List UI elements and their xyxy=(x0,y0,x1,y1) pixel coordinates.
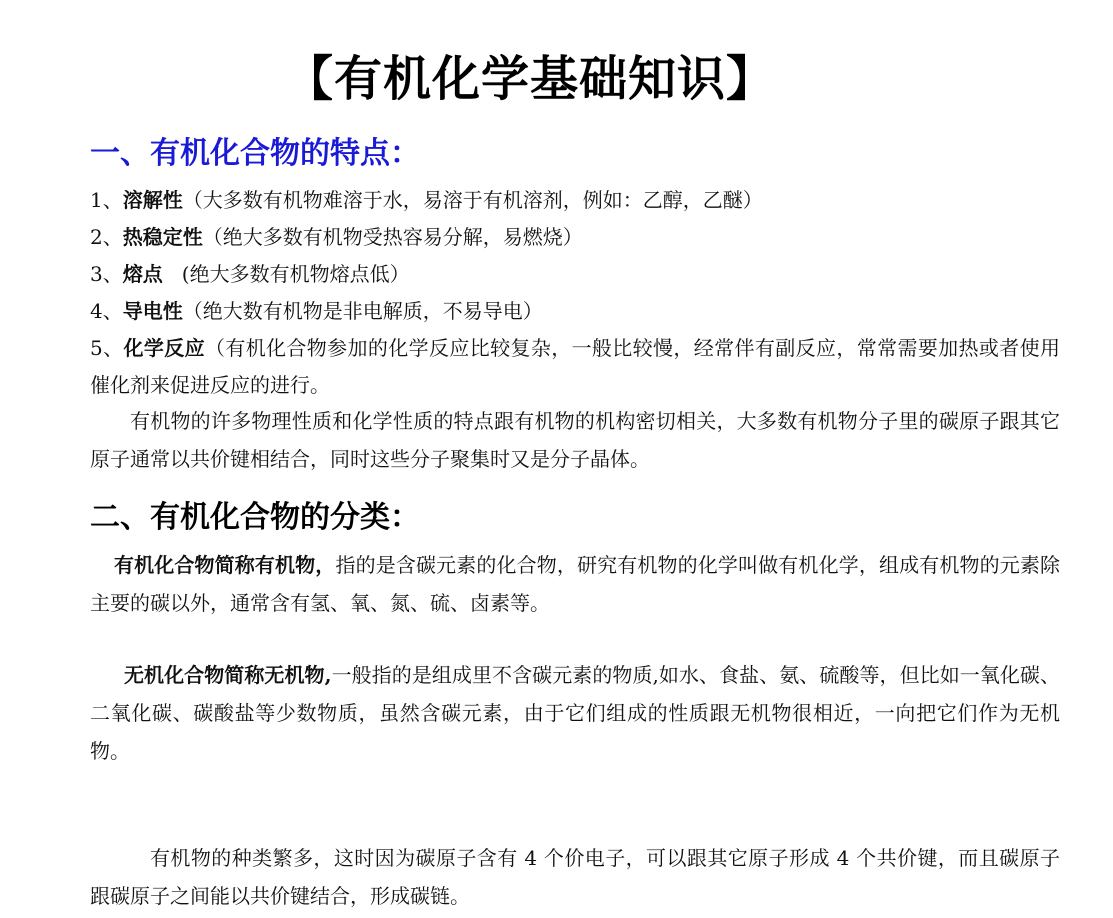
inorganic-term: 无机化合物简称无机物, xyxy=(124,663,332,687)
item-desc: （绝大数有机物是非电解质，不易导电） xyxy=(182,299,543,323)
item-term: 热稳定性 xyxy=(122,225,203,249)
item-number: 1、 xyxy=(90,188,123,212)
section2-heading: 二、有机化合物的分类： xyxy=(90,500,420,535)
document-title: 【有机化学基础知识】 xyxy=(284,51,775,107)
organic-text: 指的是含碳元素的化合物，研究有机物的化学叫做有机化学，组成有机物的元素除主要的碳以外，通常含有氢、氧、氮、硫、卤素等。 xyxy=(90,553,1061,615)
section1-heading: 一、有机化合物的特点： xyxy=(90,136,420,171)
inorganic-text: 一般指的是组成里不含碳元素的物质,如水、食盐、氨、硫酸等，但比如一氧化碳、二氧化碳、碳酸盐等少数物质，虽然含碳元素，由于它们组成的性质跟无机物很相近，一向把它们作为无机物。 xyxy=(90,663,1060,763)
property-item-4 xyxy=(90,293,543,330)
item-number: 4、 xyxy=(90,299,123,323)
item-number: 5、 xyxy=(90,336,124,360)
organic-definition-paragraph xyxy=(90,546,1060,622)
item-term: 化学反应 xyxy=(123,336,205,360)
property-item-3 xyxy=(90,256,410,293)
item-term: 导电性 xyxy=(122,299,183,323)
property-item-2 xyxy=(90,219,583,256)
item-term: 溶解性 xyxy=(122,188,183,212)
carbon-chain-paragraph: 有机物的种类繁多，这时因为碳原子含有 4 个价电子，可以跟其它原子形成 4 个共价键，而且碳原子跟碳原子之间能以共价键结合，形成碳链。 xyxy=(90,846,1060,908)
organic-term: 有机化合物简称有机物， xyxy=(114,553,336,577)
property-item-1 xyxy=(90,182,763,219)
item-number: 3、 xyxy=(90,262,123,286)
item-desc: （大多数有机物难溶于水，易溶于有机溶剂，例如：乙醇，乙醚） xyxy=(182,188,763,212)
item-term: 熔点 xyxy=(122,262,163,286)
item-number: 2、 xyxy=(90,225,123,249)
item-desc: （有机化合物参加的化学反应比较复杂，一般比较慢，经常伴有副反应，常常需要加热或者使用催化剂来促进反应的进行。 xyxy=(90,336,1061,397)
item-desc: (绝大多数有机物熔点低） xyxy=(162,262,410,286)
property-item-5 xyxy=(90,330,1060,404)
item-desc: （绝大多数有机物受热容易分解，易燃烧） xyxy=(202,225,583,249)
section1-paragraph: 有机物的许多物理性质和化学性质的特点跟有机物的机构密切相关，大多数有机物分子里的碳原子跟其它原子通常以共价键相结合，同时这些分子聚集时又是分子晶体。 xyxy=(90,409,1060,471)
inorganic-definition-paragraph xyxy=(90,656,1060,770)
